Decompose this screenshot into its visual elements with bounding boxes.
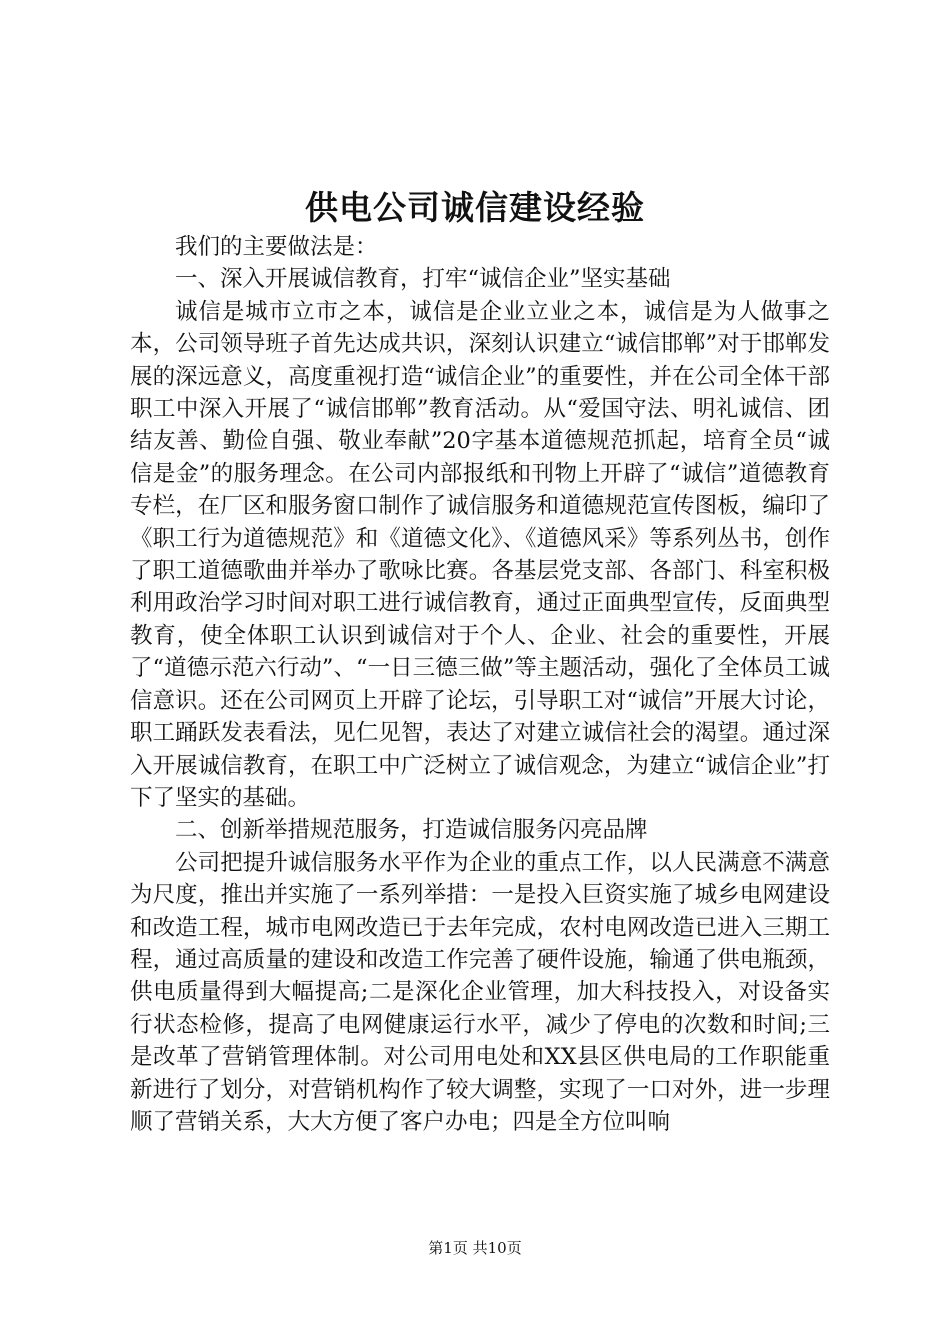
- page-number-footer: 第1页 共10页: [428, 1239, 522, 1257]
- section-heading-2: 二、创新举措规范服务，打造诚信服务闪亮品牌: [175, 817, 648, 844]
- paragraph-intro: 我们的主要做法是：: [175, 234, 378, 260]
- document-body: [130, 231, 830, 1138]
- document-title: 供电公司诚信建设经验: [305, 188, 645, 227]
- paragraph-section-2: 公司把提升诚信服务水平作为企业的重点工作，以人民满意不满意为尺度，推出并实施了一系列举措：一是投入巨资实施了城乡电网建设和改造工程，城市电网改造已于去年完成，农村电网改造已进入三期工程，通过高质量的建设和改造工作完善了硬件设施，输通了供电瓶颈，供电质量得到大幅提高;二是深化企业管理，加大科技投入，对设备实行状态检修，提高了电网健康运行水平，减少了停电的次数和时间;三是改革了营销管理体制。对公司用电处和XX县区供电局的工作职能重新进行了划分，对营销机构作了较大调整，实现了一口对外，进一步理顺了营销关系，大大方便了客户办电；四是全方位叫响: [130, 849, 830, 1135]
- paragraph-section-1: 诚信是城市立市之本，诚信是企业立业之本，诚信是为人做事之本，公司领导班子首先达成共识，深刻认识建立“诚信邯郸”对于邯郸发展的深远意义，高度重视打造“诚信企业”的重要性，并在公司全体干部职工中深入开展了“诚信邯郸”教育活动。从“爱国守法、明礼诚信、团结友善、勤俭自强、敬业奉献”20字基本道德规范抓起，培育全员“诚信是金”的服务理念。在公司内部报纸和刊物上开辟了“诚信”道德教育专栏，在厂区和服务窗口制作了诚信服务和道德规范宣传图板，编印了《职工行为道德规范》和《道德文化》、《道德风采》等系列丛书，创作了职工道德歌曲并举办了歌咏比赛。各基层党支部、各部门、科室积极利用政治学习时间对职工进行诚信教育，通过正面典型宣传，反面典型教育，使全体职工认识到诚信对于个人、企业、社会的重要性，开展了“道德示范六行动”、“一日三德三做”等主题活动，强化了全体员工诚信意识。还在公司网页上开辟了论坛，引导职工对“诚信”开展大讨论，职工踊跃发表看法，见仁见智，表达了对建立诚信社会的渴望。通过深入开展诚信教育，在职工中广泛树立了诚信观念，为建立“诚信企业”打下了坚实的基础。: [130, 298, 830, 811]
- section-heading-1: 一、深入开展诚信教育，打牢“诚信企业”坚实基础: [175, 266, 671, 293]
